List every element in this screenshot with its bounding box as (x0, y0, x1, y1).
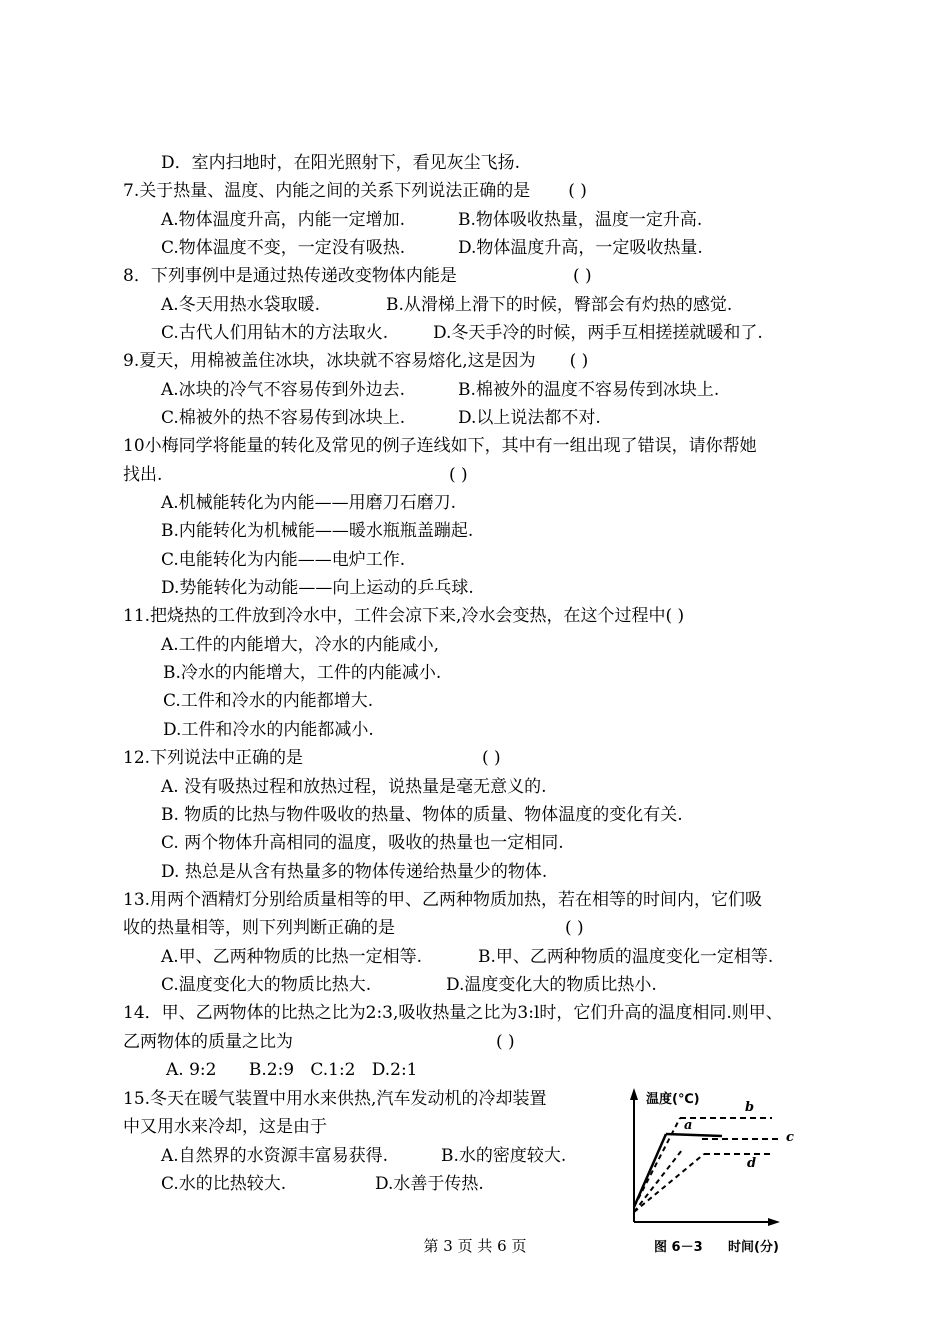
q7-option-a: A.物体温度升高，内能一定增加. (161, 210, 406, 230)
q11-option-d: D.工件和冷水的内能都减小. (163, 720, 374, 740)
q13-option-b: B.甲、乙两种物质的温度变化一定相等. (478, 947, 774, 967)
y-axis-label: 温度(℃) (646, 1092, 700, 1107)
q13-option-a: A.甲、乙两种物质的比热一定相等. (161, 947, 423, 967)
answer-paren: ( ) (568, 181, 587, 201)
q12-option-b: B. 物质的比热与物件吸收的热量、物体的质量、物体温度的变化有关. (161, 805, 683, 825)
q15-option-d: D.水善于传热. (375, 1174, 484, 1194)
q13-stem-cont: 收的热量相等，则下列判断正确的是 (123, 918, 395, 938)
y-axis-arrow (630, 1088, 638, 1100)
curve-a (634, 1134, 666, 1207)
q10-option-a: A.机械能转化为内能——用磨刀石磨刀. (161, 493, 457, 513)
curve-c-rise (634, 1150, 682, 1212)
q10-option-d: D.势能转化为动能——向上运动的乒乓球. (161, 578, 474, 598)
q14-options: A. 9:2 B.2:9 C.1:2 D.2:1 (166, 1060, 418, 1080)
q13-option-d: D.温度变化大的物质比热小. (446, 975, 657, 995)
curve-a-flat (666, 1134, 722, 1136)
answer-paren: ( ) (482, 748, 501, 768)
temperature-time-graph (622, 1082, 812, 1262)
q10-stem-cont: 找出. (123, 465, 163, 485)
answer-paren: ( ) (449, 465, 468, 485)
q9-option-a: A.冰块的冷气不容易传到外边去. (161, 380, 406, 400)
q9-option-c: C.棉被外的热不容易传到冰块上. (161, 408, 406, 428)
temperature-time-figure (622, 1082, 812, 1262)
q11-option-a: A.工件的内能增大，冷水的内能咸小, (161, 635, 440, 655)
q15-option-c: C.水的比热较大. (161, 1174, 287, 1194)
answer-paren: ( ) (496, 1032, 515, 1052)
q12-stem: 12.下列说法中正确的是 (123, 748, 304, 768)
curve-label-a: a (684, 1118, 693, 1133)
curve-label-c: c (786, 1130, 794, 1145)
page-footer: 第 3 页 共 6 页 (423, 1237, 527, 1255)
q15-stem: 15.冬天在暖气装置中用水来供热,汽车发动机的冷却装置 (123, 1089, 547, 1109)
q9-stem: 9.夏天，用棉被盖住冰块，冰块就不容易熔化,这是因为 ( ) (123, 351, 589, 371)
q12-option-d: D. 热总是从含有热量多的物体传递给热量少的物体. (161, 862, 548, 882)
curve-label-d: d (747, 1156, 757, 1171)
q11-option-c: C.工件和冷水的内能都增大. (163, 691, 374, 711)
q14-stem-cont: 乙两物体的质量之比为 (123, 1032, 293, 1052)
q12-option-c: C. 两个物体升高相同的温度，吸收的热量也一定相同. (161, 833, 564, 853)
q11-option-b: B.冷水的内能增大，工件的内能减小. (163, 663, 442, 683)
q15-option-a: A.自然界的水资源丰富易获得. (161, 1146, 389, 1166)
curve-label-b: b (745, 1100, 755, 1115)
x-axis-arrow (768, 1218, 780, 1226)
answer-paren: ( ) (569, 351, 589, 371)
q8-option-c: C.古代人们用钻木的方法取火. (161, 323, 389, 343)
q8-stem: 8．下列事例中是通过热传递改变物体内能是 (123, 266, 457, 286)
q13-stem: 13.用两个酒精灯分别给质量相等的甲、乙两种物质加热，若在相等的时间内，它们吸 (123, 890, 763, 910)
q7-option-d: D.物体温度升高，一定吸收热量. (458, 238, 703, 258)
answer-paren: ( ) (573, 266, 592, 286)
q11-stem: 11.把烧热的工件放到冷水中，工件会凉下来,冷水会变热，在这个过程中( ) (123, 606, 685, 626)
q14-stem: 14．甲、乙两物体的比热之比为2:3,吸收热量之比为3:l时，它们升高的温度相同.则甲、 (123, 1003, 783, 1023)
q8-option-a: A.冬天用热水袋取暖. (161, 295, 321, 315)
q8-option-b: B.从滑梯上滑下的时候，臀部会有灼热的感觉. (386, 295, 733, 315)
q10-stem: 10小梅同学将能量的转化及常见的例子连线如下，其中有一组出现了错误，请你帮她 (123, 436, 757, 456)
x-axis-label: 时间(分) (728, 1240, 779, 1255)
q7-option-c: C.物体温度不变，一定没有吸热. (161, 238, 406, 258)
q6-option-d: D．室内扫地时，在阳光照射下，看见灰尘飞扬. (161, 153, 521, 173)
q9-option-b: B.棉被外的温度不容易传到冰块上. (458, 380, 720, 400)
q8-option-d: D.冬天手冷的时候，两手互相搓搓就暖和了. (433, 323, 763, 343)
q7-option-b: B.物体吸收热量，温度一定升高. (458, 210, 703, 230)
q10-option-c: C.电能转化为内能——电炉工作. (161, 550, 406, 570)
q10-option-b: B.内能转化为机械能——暖水瓶瓶盖蹦起. (161, 521, 474, 541)
q15-option-b: B.水的密度较大. (441, 1146, 567, 1166)
q13-option-c: C.温度变化大的物质比热大. (161, 975, 372, 995)
answer-paren: ( ) (565, 918, 584, 938)
q9-option-d: D.以上说法都不对. (458, 408, 601, 428)
q7-stem: 7.关于热量、温度、内能之间的关系下列说法正确的是 ( ) (123, 181, 587, 201)
figure-caption: 图 6－3 (654, 1240, 703, 1255)
q15-stem-cont: 中又用水来冷却，这是由于 (123, 1117, 327, 1137)
q12-option-a: A. 没有吸热过程和放热过程，说热量是毫无意义的. (161, 777, 547, 797)
